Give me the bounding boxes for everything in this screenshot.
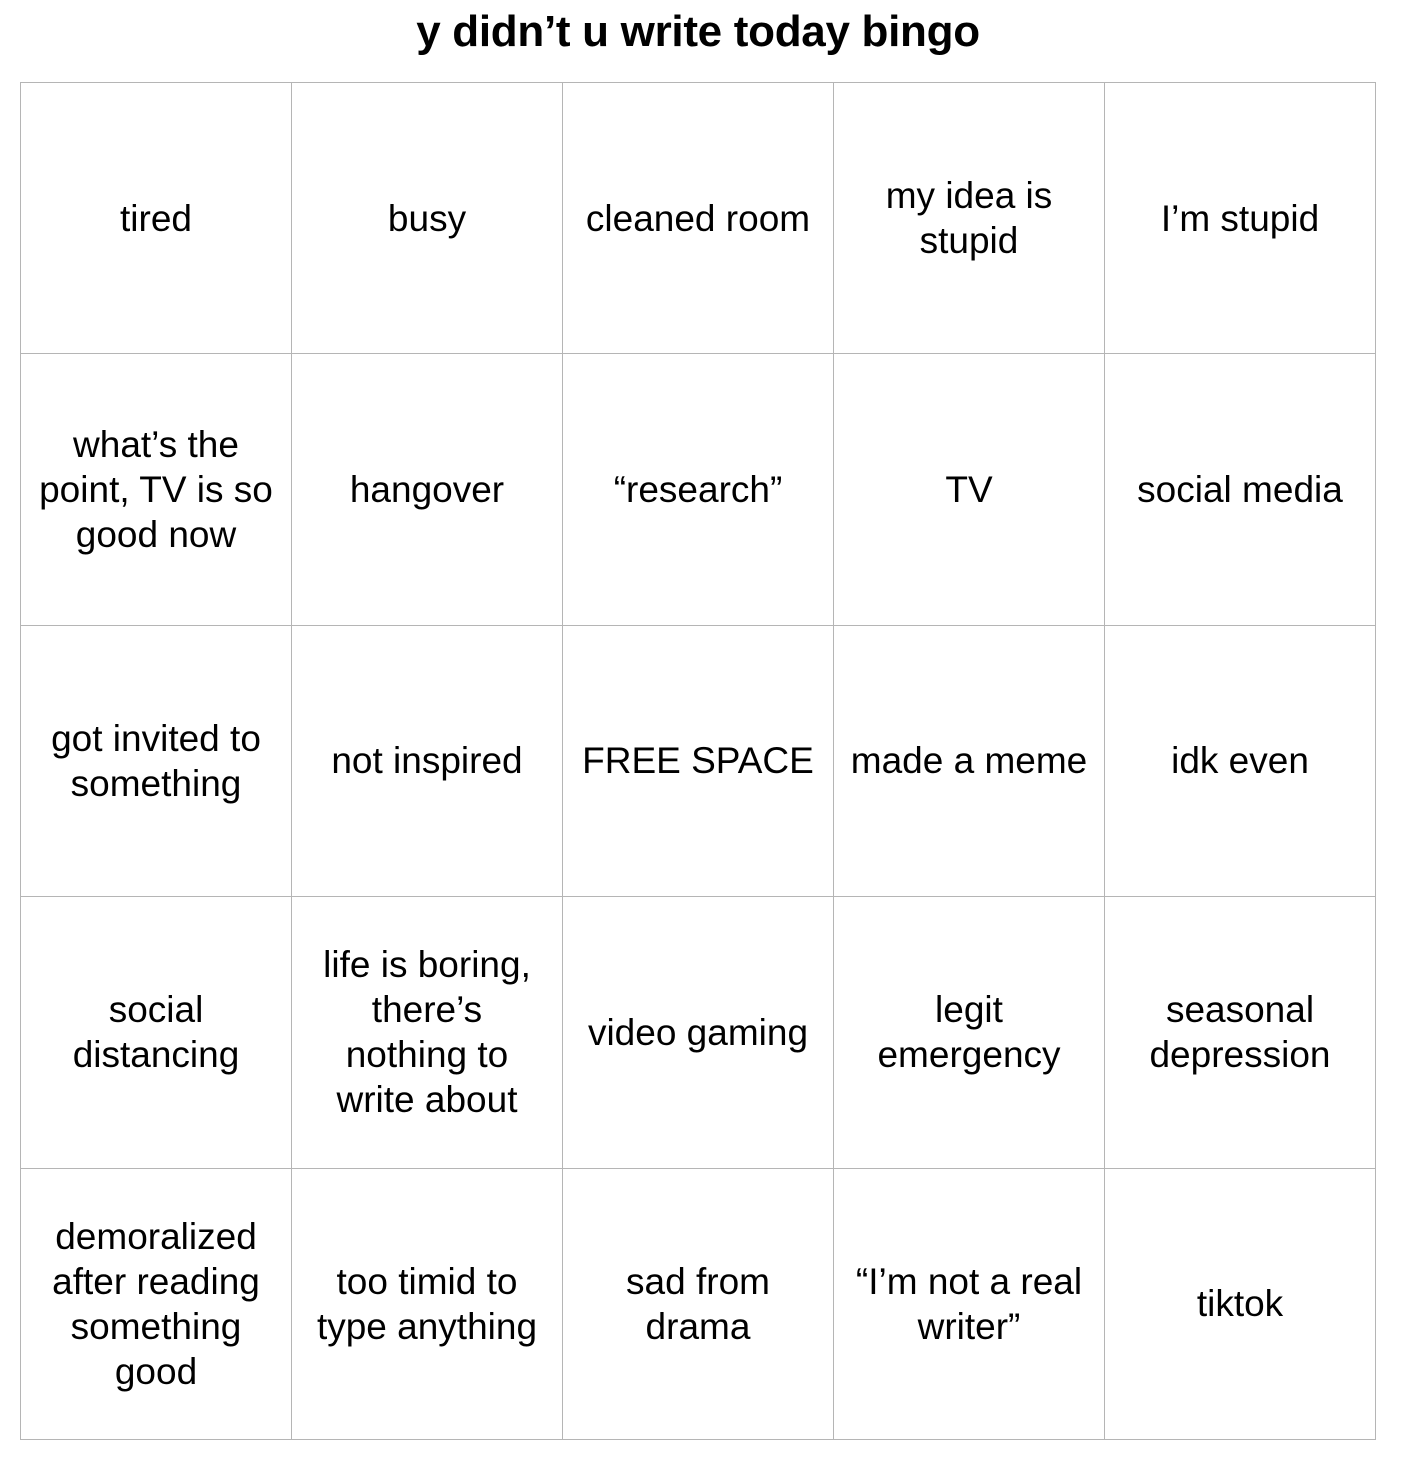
bingo-cell: [563, 897, 834, 1168]
bingo-cell: [1105, 626, 1376, 897]
bingo-cell: [834, 1169, 1105, 1440]
bingo-cell-label: cleaned room: [585, 197, 811, 239]
bingo-cell-label: sad from drama: [626, 1260, 770, 1347]
bingo-cell-label: too timid to type anything: [316, 1260, 538, 1347]
bingo-cell: [563, 1169, 834, 1440]
bingo-cell: [1105, 354, 1376, 625]
bingo-cell: [834, 83, 1105, 354]
bingo-cell-label: video gaming: [587, 1011, 809, 1053]
bingo-cell: [21, 83, 292, 354]
bingo-cell: [21, 1169, 292, 1440]
bingo-cell-label: busy: [387, 197, 467, 239]
bingo-cell: [1105, 897, 1376, 1168]
bingo-cell-label: legit emergency: [877, 989, 1061, 1076]
bingo-cell-label: I’m stupid: [1160, 197, 1320, 239]
bingo-cell-label: idk even: [1171, 740, 1309, 782]
bingo-cell-label: not inspired: [331, 740, 523, 782]
page-title: y didn’t u write today bingo: [416, 7, 980, 56]
bingo-cell-label: seasonal depression: [1149, 989, 1331, 1076]
bingo-cell: [1105, 1169, 1376, 1440]
bingo-cell-label: TV: [945, 469, 993, 511]
bingo-cell-label: my idea is stupid: [885, 175, 1053, 262]
bingo-board: [20, 82, 1376, 1440]
bingo-cell-label: hangover: [349, 469, 505, 511]
bingo-cell: [834, 626, 1105, 897]
bingo-cell-label: got invited to something: [51, 717, 261, 804]
bingo-cell-label: made a meme: [850, 740, 1088, 782]
bingo-cell-label: FREE SPACE: [582, 740, 814, 782]
bingo-cell: [21, 897, 292, 1168]
bingo-cell: [563, 83, 834, 354]
bingo-cell: [834, 897, 1105, 1168]
bingo-cell: [21, 626, 292, 897]
bingo-cell: [292, 83, 563, 354]
bingo-cell: [292, 897, 563, 1168]
bingo-cell-label: social distancing: [72, 989, 240, 1076]
bingo-cell-label: social media: [1137, 469, 1343, 511]
bingo-cell: [834, 354, 1105, 625]
bingo-cell-label: demoralized after reading something good: [52, 1215, 260, 1392]
bingo-cell-free-space: [563, 626, 834, 897]
bingo-cell: [563, 354, 834, 625]
bingo-cell-label: life is boring, there’s nothing to write about: [323, 944, 531, 1121]
bingo-cell-label: “I’m not a real writer”: [855, 1260, 1083, 1347]
bingo-cell: [292, 1169, 563, 1440]
bingo-cell: [1105, 83, 1376, 354]
bingo-cell-label: tired: [120, 197, 192, 239]
bingo-cell: [292, 354, 563, 625]
bingo-cell: [292, 626, 563, 897]
bingo-cell-label: tiktok: [1196, 1283, 1284, 1325]
bingo-cell-label: “research”: [613, 469, 783, 511]
bingo-cell: [21, 354, 292, 625]
bingo-cell-label: what’s the point, TV is so good now: [39, 424, 273, 556]
